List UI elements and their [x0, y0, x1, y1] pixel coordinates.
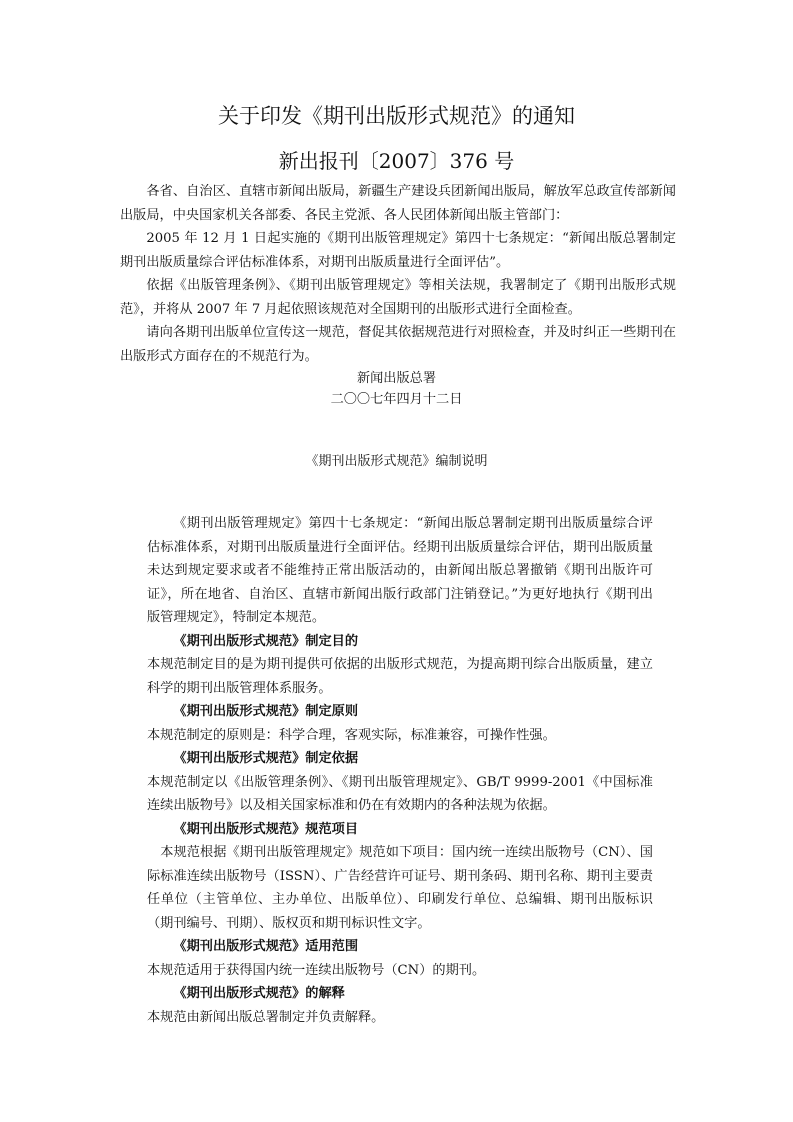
issuer-name: 新闻出版总署 [356, 371, 437, 386]
explanation-title: 《期刊出版形式规范》编制说明 [305, 454, 488, 469]
section-heading: 《期刊出版形式规范》制定原则 [173, 704, 359, 719]
notice-paragraph: 2005 年 12 月 1 日起实施的《期刊出版管理规定》第四十七条规定：“新闻出版总署制定期刊出版质量综合评估标准体系，对期刊出版质量进行全面评估”。 [120, 231, 676, 270]
document-number: 新出报刊〔2007〕376 号 [278, 149, 515, 173]
document-title: 关于印发《期刊出版形式规范》的通知 [218, 104, 575, 128]
signature-block [0, 368, 793, 410]
notice-paragraph: 请向各期刊出版单位宣传这一规范，督促其依据规范进行对照检查，并及时纠正一些期刊在出版形式方面存在的不规范行为。 [120, 325, 676, 364]
section-heading: 《期刊出版形式规范》适用范围 [173, 939, 359, 954]
section-text: 本规范根据《期刊出版管理规定》规范如下项目：国内统一连续出版物号（CN）、国际标准连续出版物号（ISSN）、广告经营许可证号、期刊条码、期刊名称、期刊主要责任单位（主管单位、主办单位、出版单位）、印刷发行单位、总编辑、期刊出版标识（期刊编号、刊期）、版权页和期刊标识性文字。 [147, 845, 653, 931]
notice-body [120, 180, 676, 368]
issue-date: 二〇〇七年四月十二日 [330, 392, 463, 407]
section-heading: 《期刊出版形式规范》制定依据 [173, 751, 359, 766]
section-text: 本规范适用于获得国内统一连续出版物号（CN）的期刊。 [147, 962, 486, 978]
section-heading: 《期刊出版形式规范》规范项目 [173, 821, 359, 837]
section-text: 本规范制定目的是为期刊提供可依据的出版形式规范，为提高期刊综合出版质量，建立科学的期刊出版管理体系服务。 [147, 657, 653, 696]
section-text: 本规范制定的原则是：科学合理，客观实际，标准兼容，可操作性强。 [147, 727, 556, 743]
section-heading: 《期刊出版形式规范》制定目的 [173, 633, 359, 649]
section-text: 本规范制定以《出版管理条例》、《期刊出版管理规定》、GB/T 9999-2001《中国标准连续出版物号》以及相关国家标准和仍在有效期内的各种法规为依据。 [147, 774, 653, 813]
explanation-body [147, 512, 653, 1029]
explanation-intro: 《期刊出版管理规定》第四十七条规定：“新闻出版总署制定期刊出版质量综合评估标准体系，对期刊出版质量进行全面评估。经期刊出版质量综合评估，期刊出版质量未达到规定要求或者不能维持正常出版活动的，由新闻出版总署撤销《期刊出版许可证》，所在地省、自治区、直辖市新闻出版行政部门注销登记。”为更好地执行《期刊出版管理规定》，特制定本规范。 [147, 516, 653, 625]
notice-paragraph: 各省、自治区、直辖市新闻出版局，新疆生产建设兵团新闻出版局，解放军总政宣传部新闻出版局，中央国家机关各部委、各民主党派、各人民团体新闻出版主管部门： [120, 184, 676, 223]
section-heading: 《期刊出版形式规范》的解释 [173, 986, 345, 1001]
section-text: 本规范由新闻出版总署制定并负责解释。 [147, 1009, 385, 1025]
notice-paragraph: 依据《出版管理条例》、《期刊出版管理规定》等相关法规，我署制定了《期刊出版形式规范》，并将从 2007 年 7 月起依照该规范对全国期刊的出版形式进行全面检查。 [120, 278, 676, 317]
